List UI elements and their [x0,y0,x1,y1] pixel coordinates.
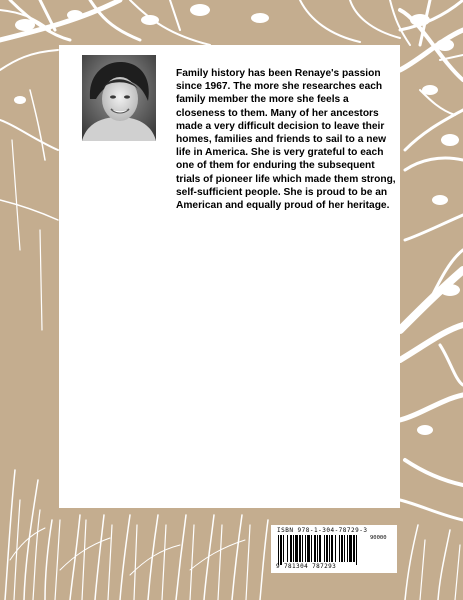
barcode-bar [299,535,301,562]
barcode-bar [331,535,333,562]
barcode-bar [293,535,294,562]
barcode-bar [341,535,343,562]
barcode-bar [339,535,340,562]
barcode-bars [278,535,394,565]
barcode-bar [290,535,292,562]
barcode-bar [324,535,325,562]
barcode-bar [344,535,345,562]
barcode-bar [326,535,328,562]
barcode-bar [295,535,298,562]
barcode-bar [353,535,355,562]
barcode-bar [311,535,312,562]
barcode-bar [329,535,330,562]
barcode-digits: 9 781304 787293 [276,563,337,570]
barcode-bar [287,535,288,562]
isbn-barcode [271,525,397,573]
price-code: 90000 [370,535,387,541]
barcode-bar [283,535,284,562]
barcode-bar [302,535,303,562]
barcode-bar [347,535,348,562]
author-portrait-image [82,55,156,141]
barcode-bar [314,535,316,562]
barcode-bar [305,535,306,562]
barcode-bar [349,535,352,562]
barcode-bar [317,535,318,562]
barcode-bar [319,535,321,562]
author-bio-text: Family history has been Renaye's passion since 1967. The more she researches each family member the more she feels a closeness to them. Many of her ancestors made a very difficult decision to leave their homes, families and friends to sail to a new life in America. She is very grateful to each one of them for enduring the subsequent trials of pioneer life which made them strong, self-sufficient people. She is proud to be an American and equally proud of her heritage. [176,68,396,212]
barcode-bar [307,535,310,562]
author-bio-panel [59,45,400,508]
barcode-bar [335,535,336,562]
isbn-label: ISBN 978-1-304-78729-3 [277,527,368,534]
barcode-bar [278,535,279,565]
author-portrait [82,55,156,141]
barcode-bar [280,535,282,565]
barcode-bar [356,535,357,565]
